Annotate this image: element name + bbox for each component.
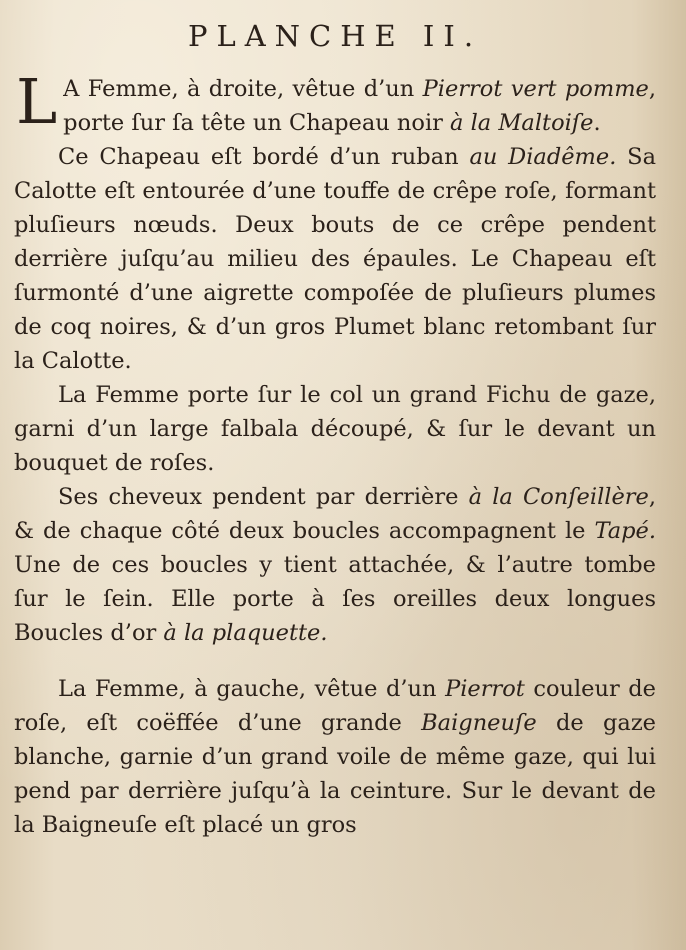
p4-italic-2: Tapé. [594,518,656,544]
paragraph-gap [14,650,656,672]
p5-italic-1: Pierrot [445,676,525,702]
paragraph-3 [14,378,656,480]
p3-text-1: La Femme porte ſur le col un grand Fichu de gaze, garni d’un large falbala découpé, & ſur le devant un bouquet de roſes. [14,382,656,476]
p4-italic-3: à la plaquette. [163,620,328,646]
paragraph-5 [14,672,656,842]
p5-text-2: couleur de roſe, eſt coëffée d’une grande [14,676,656,736]
paragraph-1 [14,65,656,140]
p2-text-1: Ce Chapeau eſt bordé d’un ruban [58,144,470,170]
p2-text-2: Sa Calotte eſt entourée d’une touffe de crêpe roſe, formant pluſieurs nœuds. Deux bouts de ce crêpe pendent derrière juſqu’au milieu des épaules. Le Chapeau eſt ſurmonté d’une aigrette compoſée de pluſieurs plumes de coq noires, & d’un gros Plumet blanc retombant ſur la Calotte. [14,144,656,374]
paragraph-4 [14,480,656,650]
p1-italic-1: Pierrot vert pomme [422,76,649,102]
p5-italic-2: Baigneuſe [421,710,537,736]
drop-cap: L [16,65,58,138]
p1-text-2: , porte ſur ſa tête un Chapeau noir [63,76,656,136]
p4-text-1: Ses cheveux pendent par derrière [58,484,469,510]
p4-italic-1: à la Conſeillère [468,484,649,510]
p5-text-1: La Femme, à gauche, vêtue d’un [58,676,446,702]
p4-text-2: , & de chaque côté deux boucles accompagnent le [14,484,657,544]
p1-italic-2: à la Maltoiſe [450,110,594,136]
page-heading: PLANCHE II. [187,19,483,53]
p4-text-3: Une de ces boucles y tient attachée, & l’autre tombe ſur le ſein. Elle porte à ſes oreilles deux longues Boucles d’or [14,552,656,646]
p5-text-3: de gaze blanche, garnie d’un grand voile de même gaze, qui lui pend par derrière juſqu’à la ceinture. Sur le devant de la Baigneuſe eſt placé un gros [14,710,656,838]
p1-text-3: . [593,110,601,136]
p2-italic-1: au Diadême. [469,144,617,170]
paragraph-2 [14,140,656,378]
p1-text-1: A Femme, à droite, vêtue d’un [63,76,423,102]
